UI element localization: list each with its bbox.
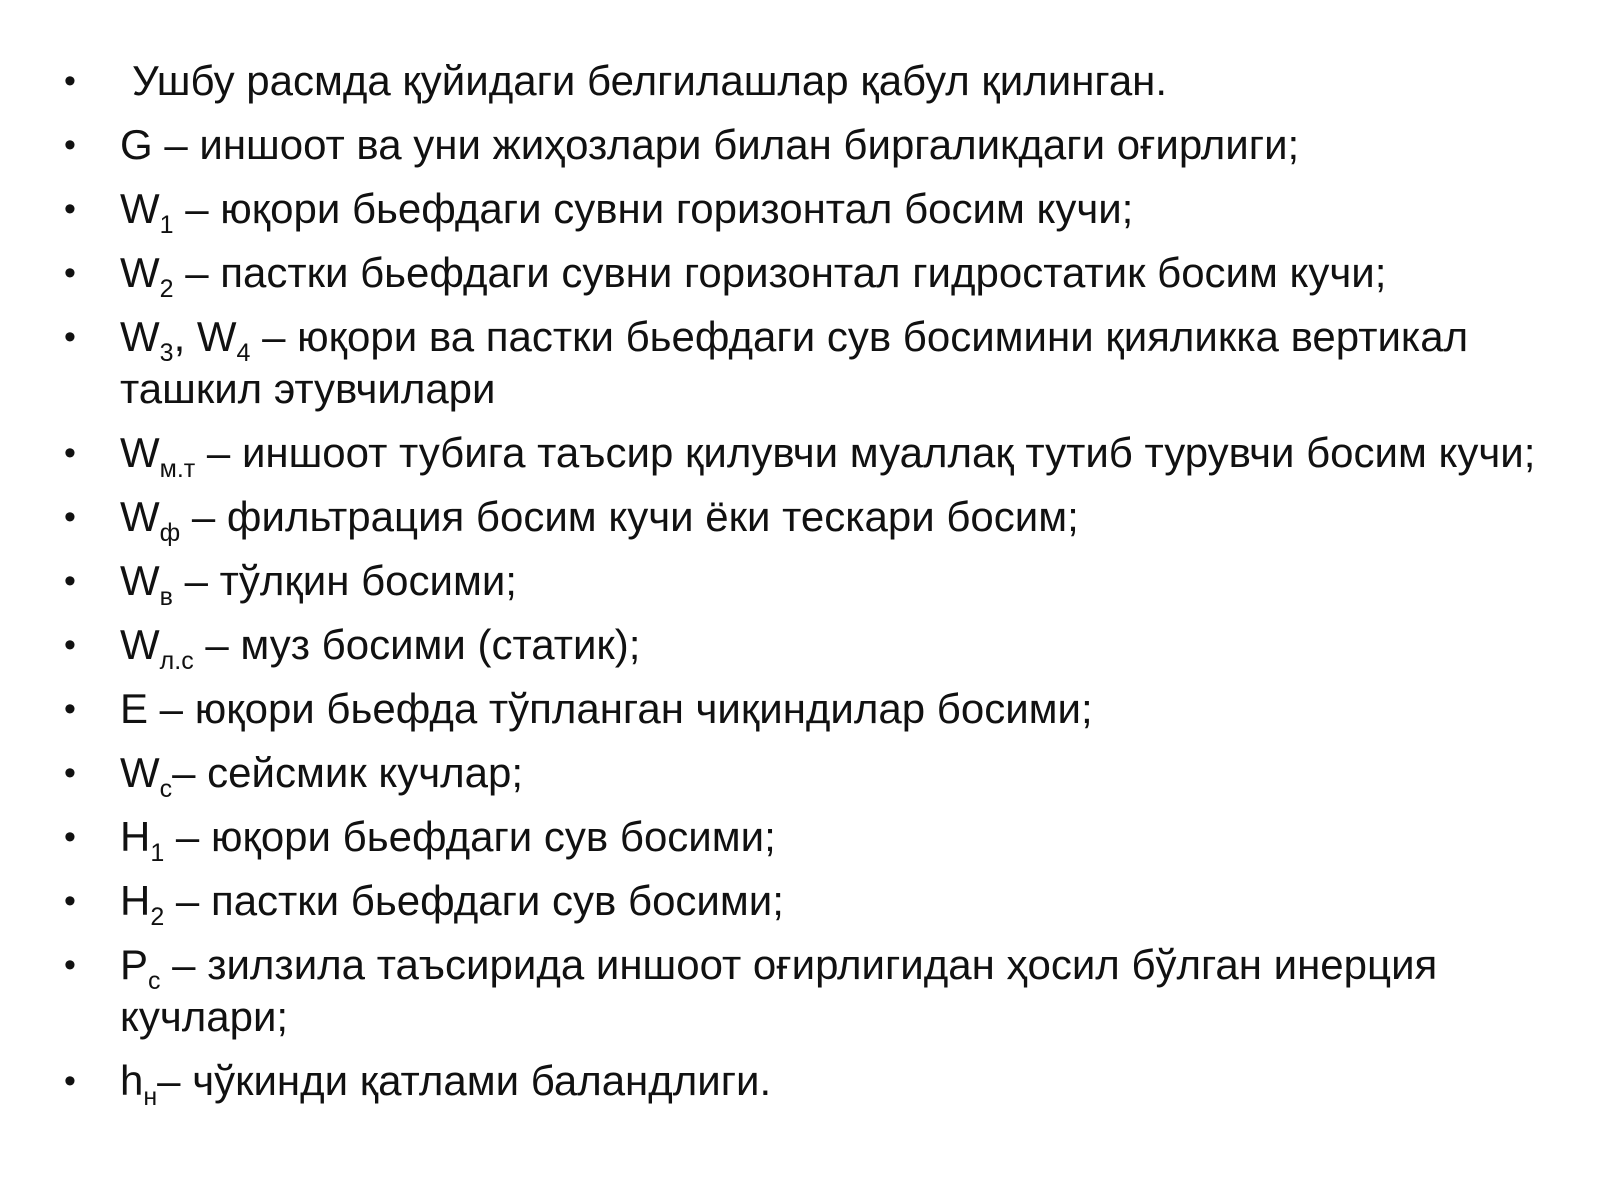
symbol: W	[120, 557, 160, 604]
symbol: Р	[120, 941, 149, 988]
list-item	[58, 427, 1548, 483]
subscript: л.с	[159, 647, 194, 675]
symbol: W	[120, 313, 160, 360]
bullet-icon: •	[64, 62, 76, 100]
bullet-icon: •	[64, 690, 76, 728]
list-item	[58, 875, 1548, 931]
item-text: – сейсмик кучлар;	[172, 749, 524, 796]
symbol: , W	[173, 313, 237, 360]
bullet-icon: •	[64, 126, 76, 164]
bullet-list	[58, 55, 1548, 1119]
subscript: 1	[150, 839, 165, 867]
subscript: м.т	[159, 455, 196, 483]
list-item	[58, 811, 1548, 867]
symbol: W	[120, 749, 160, 796]
symbol: h	[120, 1057, 144, 1104]
symbol: W	[120, 249, 160, 296]
subscript: 2	[150, 903, 165, 931]
bullet-icon: •	[64, 818, 76, 856]
item-text: – юқори бьефдаги сувни горизонтал босим кучи;	[173, 185, 1134, 232]
symbol: W	[120, 429, 160, 476]
list-item	[58, 491, 1548, 547]
subscript: н	[143, 1083, 158, 1111]
bullet-icon: •	[64, 498, 76, 536]
subscript: 2	[159, 275, 174, 303]
list-item	[58, 55, 1548, 107]
symbol: Н	[120, 877, 151, 924]
subscript: с	[159, 775, 173, 803]
list-item	[58, 119, 1548, 171]
item-text: – пастки бьефдаги сувни горизонтал гидростатик босим кучи;	[173, 249, 1387, 296]
bullet-icon: •	[64, 562, 76, 600]
list-item	[58, 683, 1548, 735]
list-item	[58, 247, 1548, 303]
symbol: G	[120, 121, 153, 168]
bullet-icon: •	[64, 434, 76, 472]
list-item	[58, 619, 1548, 675]
symbol: Н	[120, 813, 151, 860]
item-text: – пастки бьефдаги сув босими;	[164, 877, 784, 924]
symbol: W	[120, 621, 160, 668]
item-text: – муз босими (статик);	[193, 621, 641, 668]
list-item	[58, 939, 1548, 1043]
bullet-icon: •	[64, 626, 76, 664]
bullet-icon: •	[64, 946, 76, 984]
symbol: W	[120, 185, 160, 232]
bullet-icon: •	[64, 254, 76, 292]
item-text: – фильтрация босим кучи ёки тескари босим;	[180, 493, 1079, 540]
item-text: – юқори ва пастки бьефдаги сув босимини қияликка вертикал ташкил этувчилари	[120, 313, 1469, 412]
bullet-icon: •	[64, 318, 76, 356]
subscript: 3	[159, 339, 174, 367]
item-text: – зилзила таъсирида иншоот оғирлигидан ҳосил бўлган инерция кучлари;	[120, 941, 1438, 1040]
symbol: Е	[120, 685, 149, 732]
item-text: – иншоот тубига таъсир қилувчи муаллақ тутиб турувчи босим кучи;	[195, 429, 1536, 476]
subscript: 1	[159, 211, 174, 239]
bullet-icon: •	[64, 882, 76, 920]
subscript: 4	[236, 339, 251, 367]
list-item	[58, 555, 1548, 611]
item-text: – иншоот ва уни жиҳозлари билан биргаликдаги оғирлиги;	[152, 121, 1300, 168]
item-text: – тўлқин босими;	[172, 557, 517, 604]
list-item	[58, 747, 1548, 803]
item-text: – чўкинди қатлами баландлиги.	[157, 1057, 772, 1104]
bullet-icon: •	[64, 190, 76, 228]
list-item	[58, 1055, 1548, 1111]
item-text: Ушбу расмда қуйидаги белгилашлар қабул қилинган.	[132, 57, 1168, 104]
list-item	[58, 311, 1548, 415]
subscript: с	[148, 967, 161, 995]
list-item	[58, 183, 1548, 239]
item-text: – юқори бьефдаги сув босими;	[164, 813, 776, 860]
subscript: ф	[159, 519, 181, 547]
item-text: – юқори бьефда тўпланган чиқиндилар босими;	[148, 685, 1093, 732]
bullet-icon: •	[64, 1062, 76, 1100]
bullet-icon: •	[64, 754, 76, 792]
subscript: в	[159, 583, 173, 611]
symbol: W	[120, 493, 160, 540]
